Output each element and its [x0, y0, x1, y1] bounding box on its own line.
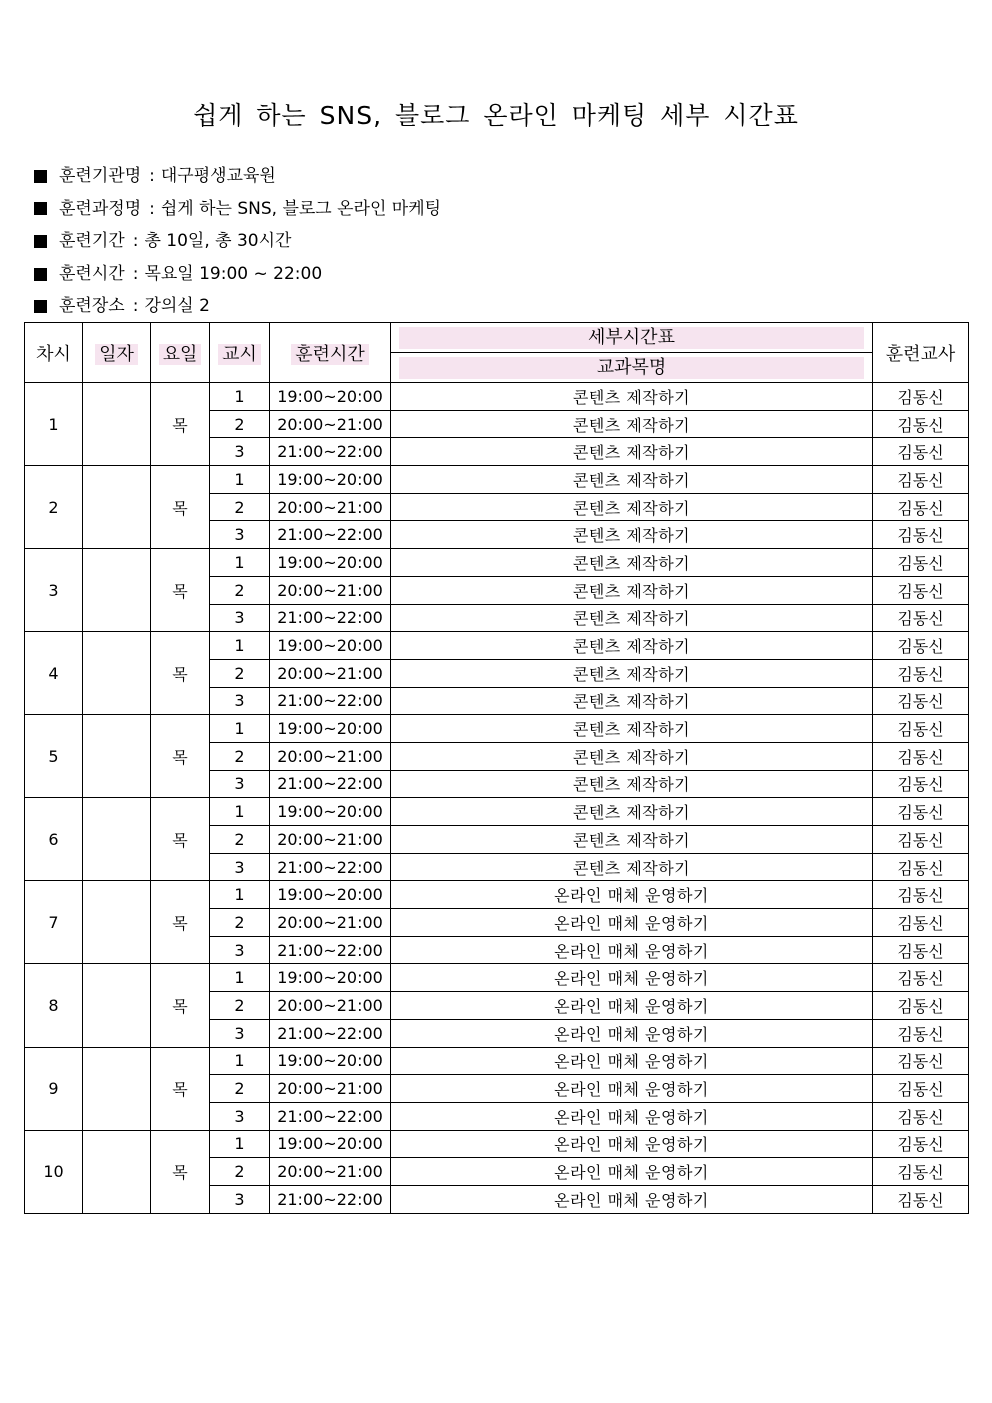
- subject-cell: 콘텐츠 제작하기: [391, 438, 873, 466]
- table-row: [25, 715, 969, 743]
- period-cell: 2: [210, 826, 270, 854]
- period-cell: 1: [210, 383, 270, 411]
- teacher-cell: 김동신: [873, 576, 969, 604]
- info-location: [34, 290, 441, 323]
- header-date-label: 일자: [95, 344, 138, 365]
- teacher-cell: 김동신: [873, 742, 969, 770]
- time-cell: 19:00~20:00: [270, 715, 391, 743]
- subject-cell: 콘텐츠 제작하기: [391, 659, 873, 687]
- teacher-cell: 김동신: [873, 936, 969, 964]
- session-date-cell: [83, 1130, 151, 1213]
- time-cell: 20:00~21:00: [270, 742, 391, 770]
- session-day-cell: 목: [151, 383, 210, 466]
- session-number-cell: 7: [25, 881, 83, 964]
- subject-cell: 콘텐츠 제작하기: [391, 549, 873, 577]
- period-cell: 2: [210, 1158, 270, 1186]
- subject-cell: 온라인 매체 운영하기: [391, 1158, 873, 1186]
- subject-cell: 온라인 매체 운영하기: [391, 1130, 873, 1158]
- teacher-cell: 김동신: [873, 493, 969, 521]
- schedule-table: [24, 322, 969, 1214]
- time-cell: 20:00~21:00: [270, 659, 391, 687]
- square-bullet-icon: [34, 170, 47, 183]
- session-number-cell: 6: [25, 798, 83, 881]
- info-separator: :: [132, 263, 139, 284]
- subject-cell: 콘텐츠 제작하기: [391, 715, 873, 743]
- teacher-cell: 김동신: [873, 604, 969, 632]
- session-date-cell: [83, 715, 151, 798]
- info-separator: :: [149, 166, 155, 186]
- subject-cell: 온라인 매체 운영하기: [391, 1019, 873, 1047]
- info-label: 훈련시간: [59, 263, 125, 284]
- subject-cell: 콘텐츠 제작하기: [391, 632, 873, 660]
- header-period: [210, 323, 270, 383]
- period-cell: 1: [210, 1047, 270, 1075]
- subject-cell: 콘텐츠 제작하기: [391, 410, 873, 438]
- session-number-cell: 2: [25, 466, 83, 549]
- teacher-cell: 김동신: [873, 992, 969, 1020]
- header-subject-label: 교과목명: [399, 357, 864, 379]
- table-row: [25, 1130, 969, 1158]
- header-date: [83, 323, 151, 383]
- subject-cell: 콘텐츠 제작하기: [391, 742, 873, 770]
- subject-cell: 온라인 매체 운영하기: [391, 964, 873, 992]
- session-day-cell: 목: [151, 964, 210, 1047]
- table-row: [25, 881, 969, 909]
- period-cell: 1: [210, 881, 270, 909]
- subject-cell: 콘텐츠 제작하기: [391, 521, 873, 549]
- square-bullet-icon: [34, 202, 47, 215]
- info-time: [34, 258, 441, 291]
- period-cell: 3: [210, 687, 270, 715]
- session-date-cell: [83, 881, 151, 964]
- header-time: [270, 323, 391, 383]
- info-value: 강의실 2: [144, 296, 210, 317]
- teacher-cell: 김동신: [873, 853, 969, 881]
- teacher-cell: 김동신: [873, 964, 969, 992]
- header-subject: [391, 353, 873, 383]
- period-cell: 1: [210, 549, 270, 577]
- period-cell: 1: [210, 632, 270, 660]
- teacher-cell: 김동신: [873, 798, 969, 826]
- table-row: [25, 549, 969, 577]
- time-cell: 19:00~20:00: [270, 964, 391, 992]
- time-cell: 20:00~21:00: [270, 826, 391, 854]
- subject-cell: 콘텐츠 제작하기: [391, 493, 873, 521]
- info-label: 훈련기관명: [59, 166, 142, 186]
- session-day-cell: 목: [151, 1047, 210, 1130]
- session-day-cell: 목: [151, 798, 210, 881]
- time-cell: 19:00~20:00: [270, 798, 391, 826]
- subject-cell: 콘텐츠 제작하기: [391, 383, 873, 411]
- subject-cell: 온라인 매체 운영하기: [391, 1075, 873, 1103]
- header-period-label: 교시: [218, 344, 261, 365]
- time-cell: 20:00~21:00: [270, 992, 391, 1020]
- header-teacher: [873, 323, 969, 383]
- table-row: [25, 798, 969, 826]
- table-row: [25, 383, 969, 411]
- time-cell: 21:00~22:00: [270, 853, 391, 881]
- session-date-cell: [83, 383, 151, 466]
- teacher-cell: 김동신: [873, 1075, 969, 1103]
- period-cell: 3: [210, 604, 270, 632]
- teacher-cell: 김동신: [873, 770, 969, 798]
- teacher-cell: 김동신: [873, 1047, 969, 1075]
- subject-cell: 온라인 매체 운영하기: [391, 1102, 873, 1130]
- teacher-cell: 김동신: [873, 909, 969, 937]
- subject-cell: 온라인 매체 운영하기: [391, 909, 873, 937]
- period-cell: 3: [210, 438, 270, 466]
- time-cell: 21:00~22:00: [270, 604, 391, 632]
- time-cell: 19:00~20:00: [270, 1047, 391, 1075]
- session-date-cell: [83, 964, 151, 1047]
- period-cell: 1: [210, 1130, 270, 1158]
- time-cell: 21:00~22:00: [270, 936, 391, 964]
- period-cell: 1: [210, 466, 270, 494]
- time-cell: 19:00~20:00: [270, 466, 391, 494]
- subject-cell: 온라인 매체 운영하기: [391, 881, 873, 909]
- subject-cell: 콘텐츠 제작하기: [391, 604, 873, 632]
- header-teacher-label: 훈련교사: [885, 343, 956, 365]
- session-number-cell: 3: [25, 549, 83, 632]
- subject-cell: 온라인 매체 운영하기: [391, 1185, 873, 1213]
- time-cell: 20:00~21:00: [270, 1158, 391, 1186]
- subject-cell: 온라인 매체 운영하기: [391, 1047, 873, 1075]
- session-day-cell: 목: [151, 549, 210, 632]
- info-value: 총 10일, 총 30시간: [144, 231, 292, 252]
- table-row: [25, 632, 969, 660]
- time-cell: 19:00~20:00: [270, 1130, 391, 1158]
- teacher-cell: 김동신: [873, 1158, 969, 1186]
- header-day: [151, 323, 210, 383]
- time-cell: 19:00~20:00: [270, 383, 391, 411]
- session-number-cell: 8: [25, 964, 83, 1047]
- time-cell: 20:00~21:00: [270, 410, 391, 438]
- period-cell: 2: [210, 742, 270, 770]
- session-day-cell: 목: [151, 632, 210, 715]
- session-date-cell: [83, 549, 151, 632]
- time-cell: 21:00~22:00: [270, 521, 391, 549]
- subject-cell: 콘텐츠 제작하기: [391, 826, 873, 854]
- header-detail-label: 세부시간표: [399, 327, 864, 349]
- teacher-cell: 김동신: [873, 521, 969, 549]
- subject-cell: 콘텐츠 제작하기: [391, 466, 873, 494]
- session-date-cell: [83, 632, 151, 715]
- teacher-cell: 김동신: [873, 715, 969, 743]
- period-cell: 1: [210, 964, 270, 992]
- time-cell: 21:00~22:00: [270, 687, 391, 715]
- time-cell: 21:00~22:00: [270, 1185, 391, 1213]
- period-cell: 2: [210, 992, 270, 1020]
- info-separator: :: [132, 231, 139, 252]
- session-day-cell: 목: [151, 715, 210, 798]
- teacher-cell: 김동신: [873, 549, 969, 577]
- subject-cell: 콘텐츠 제작하기: [391, 770, 873, 798]
- header-day-label: 요일: [159, 344, 202, 365]
- session-date-cell: [83, 466, 151, 549]
- period-cell: 3: [210, 936, 270, 964]
- table-row: [25, 964, 969, 992]
- header-time-label: 훈련시간: [291, 344, 369, 365]
- info-value: 쉽게 하는 SNS, 블로그 온라인 마케팅: [160, 198, 442, 219]
- session-date-cell: [83, 1047, 151, 1130]
- teacher-cell: 김동신: [873, 1130, 969, 1158]
- period-cell: 3: [210, 521, 270, 549]
- subject-cell: 온라인 매체 운영하기: [391, 936, 873, 964]
- period-cell: 3: [210, 1185, 270, 1213]
- period-cell: 3: [210, 853, 270, 881]
- time-cell: 21:00~22:00: [270, 770, 391, 798]
- period-cell: 2: [210, 659, 270, 687]
- header-detail: [391, 323, 873, 353]
- period-cell: 2: [210, 909, 270, 937]
- subject-cell: 콘텐츠 제작하기: [391, 687, 873, 715]
- teacher-cell: 김동신: [873, 383, 969, 411]
- table-row: [25, 466, 969, 494]
- period-cell: 2: [210, 410, 270, 438]
- period-cell: 2: [210, 576, 270, 604]
- time-cell: 19:00~20:00: [270, 549, 391, 577]
- square-bullet-icon: [34, 300, 47, 313]
- session-number-cell: 9: [25, 1047, 83, 1130]
- page-title: 쉽게 하는 SNS, 블로그 온라인 마케팅 세부 시간표: [193, 101, 799, 130]
- info-value: 목요일 19:00 ~ 22:00: [144, 263, 323, 284]
- time-cell: 20:00~21:00: [270, 576, 391, 604]
- info-label: 훈련기간: [59, 231, 125, 252]
- time-cell: 20:00~21:00: [270, 909, 391, 937]
- session-day-cell: 목: [151, 466, 210, 549]
- period-cell: 3: [210, 1102, 270, 1130]
- subject-cell: 콘텐츠 제작하기: [391, 853, 873, 881]
- info-separator: :: [149, 198, 155, 219]
- subject-cell: 콘텐츠 제작하기: [391, 798, 873, 826]
- teacher-cell: 김동신: [873, 1185, 969, 1213]
- table-row: [25, 1047, 969, 1075]
- header-session-label: 차시: [36, 343, 71, 365]
- time-cell: 20:00~21:00: [270, 1075, 391, 1103]
- teacher-cell: 김동신: [873, 881, 969, 909]
- teacher-cell: 김동신: [873, 659, 969, 687]
- session-number-cell: 1: [25, 383, 83, 466]
- teacher-cell: 김동신: [873, 438, 969, 466]
- info-course: [34, 193, 441, 226]
- teacher-cell: 김동신: [873, 687, 969, 715]
- header-session: [25, 323, 83, 383]
- time-cell: 21:00~22:00: [270, 1019, 391, 1047]
- teacher-cell: 김동신: [873, 1102, 969, 1130]
- time-cell: 21:00~22:00: [270, 438, 391, 466]
- course-info: [34, 160, 441, 323]
- teacher-cell: 김동신: [873, 826, 969, 854]
- teacher-cell: 김동신: [873, 466, 969, 494]
- subject-cell: 콘텐츠 제작하기: [391, 576, 873, 604]
- subject-cell: 온라인 매체 운영하기: [391, 992, 873, 1020]
- time-cell: 20:00~21:00: [270, 493, 391, 521]
- period-cell: 2: [210, 493, 270, 521]
- time-cell: 19:00~20:00: [270, 881, 391, 909]
- info-label: 훈련장소: [59, 296, 125, 317]
- teacher-cell: 김동신: [873, 632, 969, 660]
- info-value: 대구평생교육원: [160, 166, 276, 186]
- info-label: 훈련과정명: [59, 198, 142, 219]
- session-number-cell: 4: [25, 632, 83, 715]
- period-cell: 3: [210, 1019, 270, 1047]
- schedule-body: [25, 383, 969, 1214]
- period-cell: 1: [210, 798, 270, 826]
- session-day-cell: 목: [151, 1130, 210, 1213]
- info-institution: [34, 160, 441, 193]
- period-cell: 1: [210, 715, 270, 743]
- time-cell: 19:00~20:00: [270, 632, 391, 660]
- teacher-cell: 김동신: [873, 410, 969, 438]
- period-cell: 2: [210, 1075, 270, 1103]
- square-bullet-icon: [34, 235, 47, 248]
- session-number-cell: 10: [25, 1130, 83, 1213]
- session-day-cell: 목: [151, 881, 210, 964]
- info-period: [34, 225, 441, 258]
- teacher-cell: 김동신: [873, 1019, 969, 1047]
- session-date-cell: [83, 798, 151, 881]
- period-cell: 3: [210, 770, 270, 798]
- square-bullet-icon: [34, 268, 47, 281]
- info-separator: :: [132, 296, 139, 317]
- time-cell: 21:00~22:00: [270, 1102, 391, 1130]
- session-number-cell: 5: [25, 715, 83, 798]
